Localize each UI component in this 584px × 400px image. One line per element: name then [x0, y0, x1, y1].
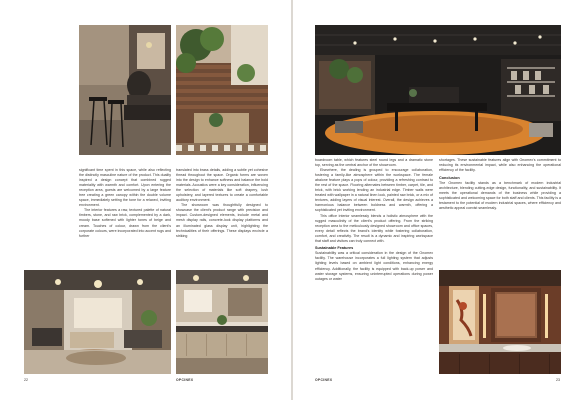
left-text-column-2	[176, 168, 268, 239]
paragraph: boardroom table, which features steel round legs and a dramatic stone top, serving as the central anchor of the showroom.	[315, 158, 433, 168]
paragraph: Sustainability was a critical consideration in the design of the Onomex facility. The warehouse incorporates a full lighting system that adjusts lighting levels based on ambient light conditions, enhancing energy efficiency. Additionally, the facility is equipped with back-up power and water storage systems, ensuring uninterrupted operations during power outages or water	[315, 251, 433, 281]
paragraph: significant time spent in this space, while also reflecting the distinctly masculine nature of the product. This duality inspired a design concept that combined rugged materiality with warmth and comfort. Upon entering the reception area, guests are welcomed by a large feature tree creating a green canopy within the double volume space, immediately setting the tone for a relaxed, inviting environment.	[79, 168, 171, 208]
photo-bathroom-vanity	[439, 270, 561, 374]
paragraph: The interior features a raw, textured palette of natural timbers, stone, and raw brick, complemented by a dark, moody base softened with lighter tones of beige and cream. Touches of colour, drawn from the client's corporate colours, were incorporated into accent rugs and further	[79, 208, 171, 238]
photo-kitchenette	[176, 270, 268, 374]
paragraph: Elsewhere, the dealing is grouped to encourage collaboration, fostering a family-like atmosphere within the workspace. The female abalone feature plays a pops of colour, providing a refreshing contrast to the rest of the space. Flooring alternates between timber, carpet, tile, and brick, with brick working lending an industrial edge. Timber walls were treated with wallpaper in a natural linen look, painted raw brick, or a mix of textures, adding layers of visual interest. Overall, the design achieves a harmonious balance between boldness and warmth, offering a sophisticated yet inviting environment.	[315, 168, 433, 213]
right-page	[293, 0, 584, 400]
right-text-column-2	[439, 158, 561, 211]
left-page	[0, 0, 291, 400]
section-heading: Sustainable Features	[315, 246, 354, 251]
paragraph: The showroom was thoughtfully designed to showcase the client's product range with precision and impact. Custom-designed elements, include metal and mesh display rails, concrete-look display platforms and an illuminated glass display unit, highlighting the technicalities of their offerings. These displays encircle a striking	[176, 203, 268, 238]
paragraph: This office interior seamlessly blends a holistic atmosphere with the rugged masculinity of the client's product offering. From the striking reception area to the meticulously designed showroom and office spaces, every detail reflects the brand's identity while fostering collaboration, comfort, and creativity. The result is a dynamic and inspiring workspace that staff and visitors can truly connect with.	[315, 213, 433, 243]
paragraph: The Onomex facility stands as a benchmark of modern industrial architecture, blending cutting-edge design, functionality, and sustainability. It meets the operational demands of the business while providing a sophisticated and welcoming space for both staff and clients. This facility is a testament to the potential of modern industrial spaces, where efficiency and aesthetic appeal coexist seamlessly.	[439, 180, 561, 210]
photo-brick-planter	[176, 25, 268, 155]
photo-showroom	[315, 25, 561, 155]
paragraph: translated into brass details, adding a subtle yet cohesive thread throughout the space. Organic forms are woven into the design to enhance softness and balance the bold materials. Acoustics were a key consideration, influencing the selection of materials like soft drapery, lush upholstery, and layered textures to create a comfortable auditory environment.	[176, 168, 268, 203]
section-heading: Conclusion	[439, 175, 460, 180]
photo-lounge	[24, 270, 171, 374]
running-head: OPCINEX	[176, 378, 194, 382]
photo-reception-bar	[79, 25, 171, 155]
paragraph: shortages. These sustainable features align with Onomex's commitment to reducing its environmental impact, while also enhancing the operational efficiency of the facility.	[439, 158, 561, 173]
running-head: OPCINEX	[315, 378, 333, 382]
right-text-column-1	[315, 158, 433, 282]
page-number: 23	[556, 378, 560, 382]
page-number: 22	[24, 378, 28, 382]
left-text-column-1	[79, 168, 171, 239]
